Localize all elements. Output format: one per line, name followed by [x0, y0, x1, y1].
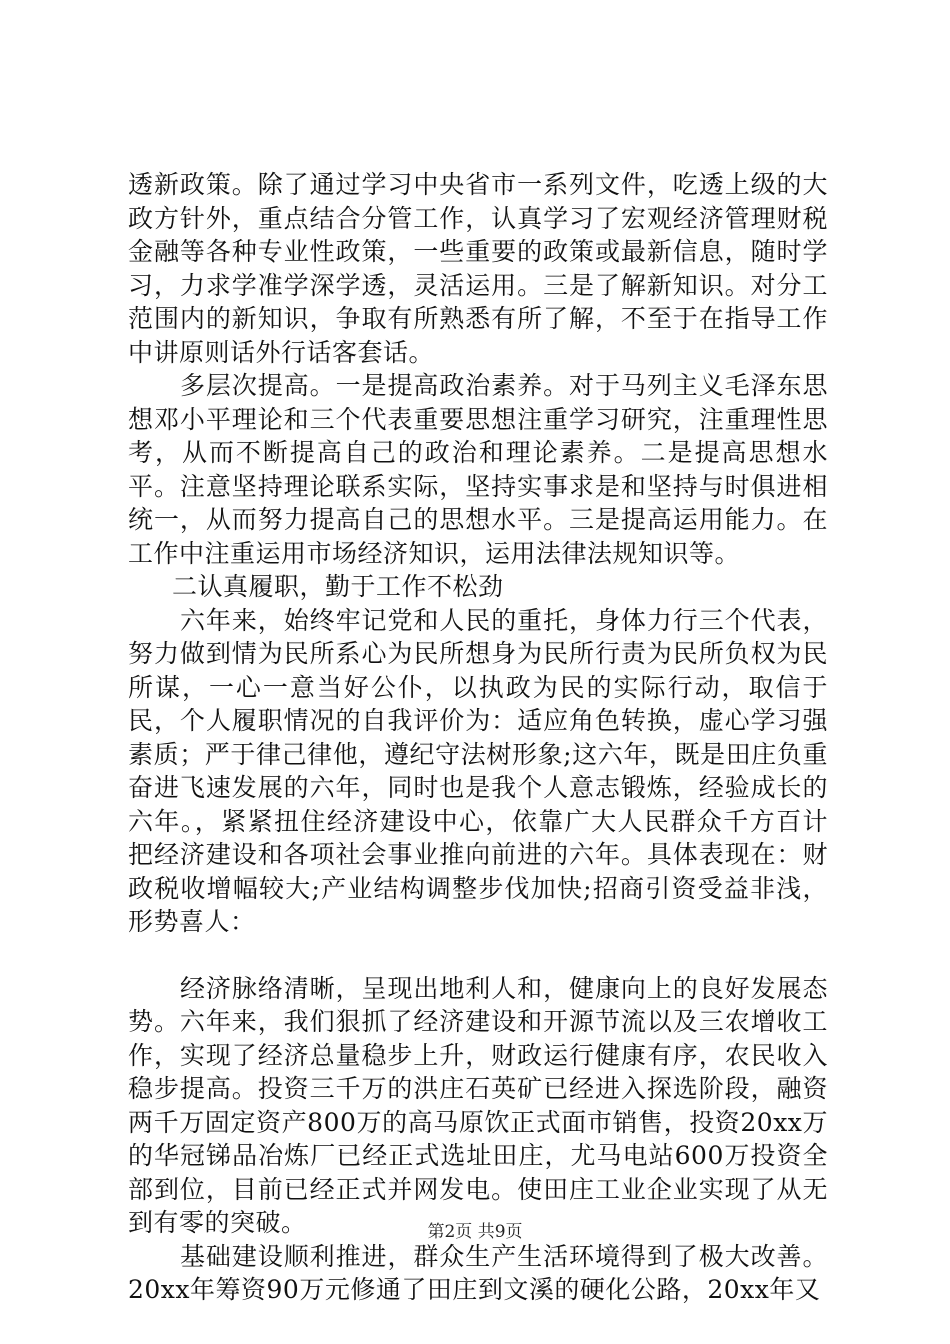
paragraph-policy-study: 透新政策。除了通过学习中央省市一系列文件，吃透上级的大政方针外，重点结合分管工作，认真学习了宏观经济管理财税金融等各种专业性政策，一些重要的政策或最新信息，随时学习，力求学准学深学透，灵活运用。三是了解新知识。对分工范围内的新知识，争取有所熟悉有所了解，不至于在指导工作中讲原则话外行话客套话。 [128, 170, 828, 367]
paragraph-economy: 经济脉络清晰，呈现出地利人和，健康向上的良好发展态势。六年来，我们狠抓了经济建设和开源节流以及三农增收工作，实现了经济总量稳步上升，财政运行健康有序，农民收入稳步提高。投资三千万的洪庄石英矿已经进入探选阶段，融资两千万固定资产800万的高马原饮正式面市销售，投资20xx万的华冠锑品冶炼厂已经正式选址田庄，尤马电站600万投资全部到位，目前已经正式并网发电。使田庄工业企业实现了从无到有零的突破。 [128, 973, 828, 1237]
page-footer: 第2页 共9页 [427, 1222, 523, 1242]
paragraph-gap [128, 939, 828, 972]
paragraph-six-years: 六年来，始终牢记党和人民的重托，身体力行三个代表，努力做到情为民所系心为民所想身为民所行责为民所负权为民所谋，一心一意当好公仆，以执政为民的实际行动，取信于民，个人履职情况的自我评价为：适应角色转换，虚心学习强素质；严于律己律他，遵纪守法树形象;这六年，既是田庄负重奋进飞速发展的六年，同时也是我个人意志锻炼，经验成长的六年。，紧紧扭住经济建设中心，依靠广大人民群众千方百计把经济建设和各项社会事业推向前进的六年。具体表现在：财政税收增幅较大;产业结构调整步伐加快;招商引资受益非浅，形势喜人： [128, 605, 828, 936]
paragraph-infrastructure: 基础建设顺利推进，群众生产生活环境得到了极大改善。20xx年筹资90万元修通了田庄到文溪的硬化公路，20xx年又 [128, 1241, 828, 1304]
document-body [128, 168, 828, 1307]
section-heading: 二认真履职，勤于工作不松劲 [172, 572, 504, 601]
paragraph-multi-level-improvement: 多层次提高。一是提高政治素养。对于马列主义毛泽东思想邓小平理论和三个代表重要思想注重学习研究，注重理性思考，从而不断提高自己的政治和理论素养。二是提高思想水平。注意坚持理论联系实际，坚持实事求是和坚持与时俱进相统一，从而努力提高自己的思想水平。三是提高运用能力。在工作中注重运用市场经济知识，运用法律法规知识等。 [128, 371, 828, 568]
